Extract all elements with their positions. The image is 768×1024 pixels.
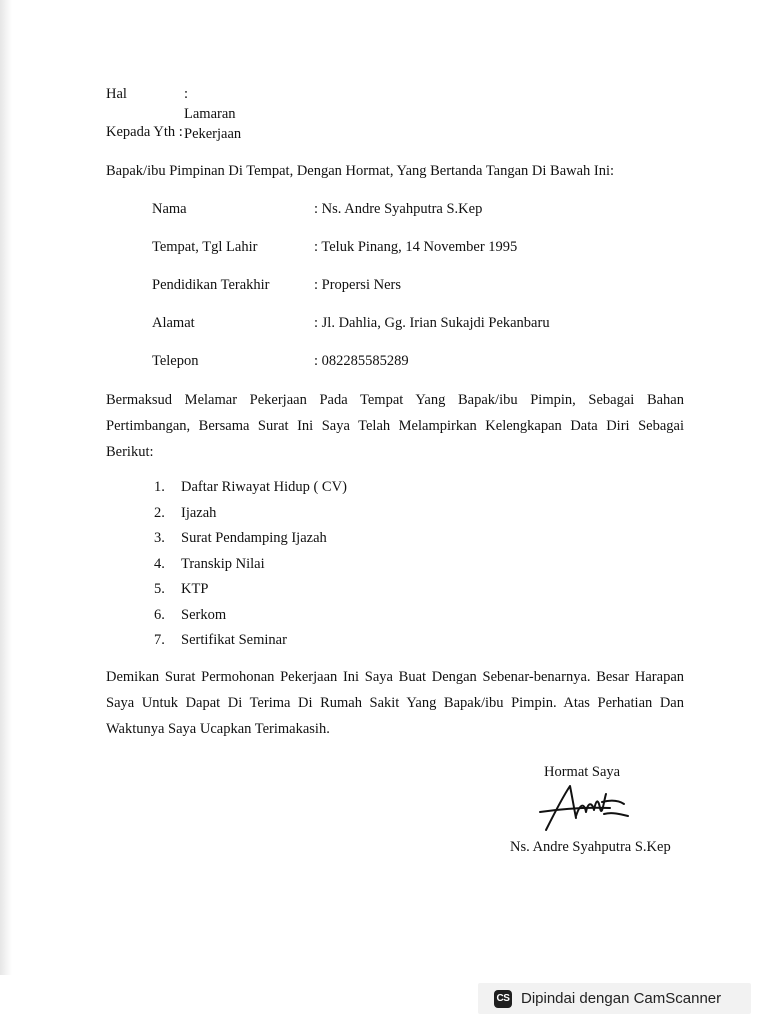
attachment-list [154, 477, 347, 656]
page-edge [0, 0, 12, 975]
list-number: 4. [154, 555, 165, 572]
list-text: Serkom [181, 606, 227, 623]
list-number: 5. [154, 581, 165, 597]
list-text: Transkip Nilai [181, 555, 265, 572]
list-item [154, 503, 347, 529]
identity-label: Alamat [152, 315, 195, 331]
list-number: 7. [154, 632, 165, 648]
list-number: 3. [154, 530, 165, 546]
identity-label: Tempat, Tgl Lahir [152, 239, 258, 255]
identity-value: : 082285585289 [314, 353, 409, 369]
subject-value: : Lamaran Pekerjaan [184, 86, 242, 142]
list-text: Surat Pendamping Ijazah [181, 530, 327, 546]
handwritten-signature [532, 778, 636, 834]
camscanner-label: Dipindai dengan CamScanner [521, 990, 722, 1007]
identity-value: : Jl. Dahlia, Gg. Irian Sukajdi Pekanbaru [314, 315, 550, 331]
list-text: Daftar Riwayat Hidup ( CV) [181, 479, 347, 495]
list-item [154, 579, 347, 605]
recipient-line: Kepada Yth : [106, 124, 183, 140]
identity-label: Nama [152, 201, 187, 217]
list-item [154, 554, 347, 580]
list-number: 1. [154, 479, 165, 495]
intent-paragraph: Bermaksud Melamar Pekerjaan Pada Tempat Yang Bapak/ibu Pimpin, Sebagai Bahan Pertimbangan, Bersama Surat Ini Saya Telah Melampirkan Kelengkapan Data Diri Sebagai Berikut: [106, 392, 684, 460]
list-number: 2. [154, 504, 165, 521]
identity-label: Pendidikan Terakhir [152, 277, 270, 293]
list-number: 6. [154, 606, 165, 623]
list-text: Sertifikat Seminar [181, 632, 287, 648]
closing-salutation: Hormat Saya [544, 764, 621, 780]
identity-value: : Propersi Ners [314, 277, 401, 293]
subject-label: Hal [106, 86, 127, 102]
camscanner-watermark [478, 983, 751, 1014]
identity-value: : Teluk Pinang, 14 November 1995 [314, 239, 518, 255]
list-item [154, 477, 347, 503]
identity-label: Telepon [152, 353, 199, 369]
closing-paragraph: Demikan Surat Permohonan Pekerjaan Ini Saya Buat Dengan Sebenar-benarnya. Besar Harapan Saya Untuk Dapat Di Terima Di Rumah Sakit Yang Bapak/ibu Pimpin. Atas Perhatian Dan Waktunya Saya Ucapkan Terimakasih. [106, 669, 684, 737]
list-item [154, 528, 347, 554]
list-item [154, 630, 347, 656]
camscanner-icon: CS [494, 990, 512, 1008]
list-text: Ijazah [181, 504, 217, 521]
list-item [154, 605, 347, 631]
signature-block [506, 762, 686, 862]
opening-line: Bapak/ibu Pimpinan Di Tempat, Dengan Hormat, Yang Bertanda Tangan Di Bawah Ini: [106, 163, 615, 179]
identity-value: : Ns. Andre Syahputra S.Kep [314, 201, 483, 217]
signer-name: Ns. Andre Syahputra S.Kep [510, 839, 671, 855]
list-text: KTP [181, 581, 209, 597]
